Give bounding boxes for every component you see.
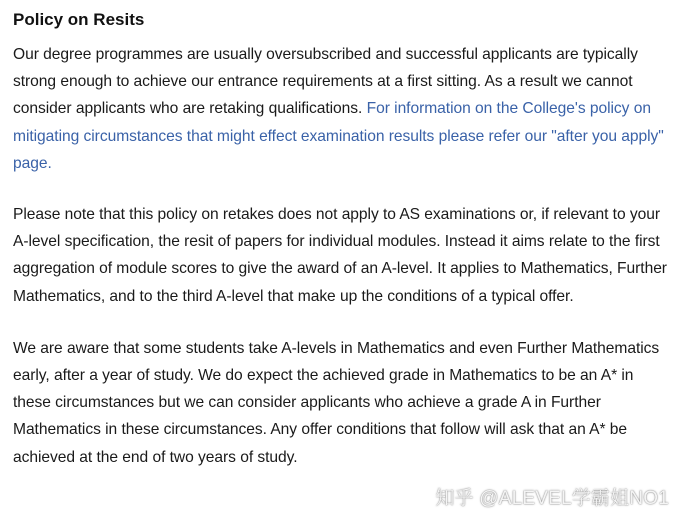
after-you-apply-link[interactable]: For information on the College's policy on mitigating circumstances that might effect examination results please refer our "after you apply" page.: [13, 100, 664, 172]
page-title: Policy on Resits: [13, 10, 145, 29]
paragraph-as-exceptions: Please note that this policy on retakes does not apply to AS examinations or, if relevant to your A-level specification, the resit of papers for individual modules. Instead it aims relate to the first aggregation of module scores to give the award of an A-level. It applies to Mathematics, Further Mathematics, and to the third A-level that make up the conditions of a typical offer.: [13, 206, 667, 305]
paragraph-early-mathematics: We are aware that some students take A-levels in Mathematics and even Further Mathematics early, after a year of study. We do expect the achieved grade in Mathematics to be an A* in these circumstances but we can consider applicants who achieve a grade A in Further Mathematics in these circumstances. Any offer conditions that follow will ask that an A* be achieved at the end of two years of study.: [13, 339, 660, 466]
zhihu-watermark: 知乎 @ALEVEL学霸姐NO1: [435, 488, 669, 509]
policy-document: [13, 0, 673, 471]
paragraph-resits-intro: [13, 41, 673, 177]
paragraph-text: Our degree programmes are usually oversubscribed and successful applicants are typically strong enough to achieve our entrance requirements at a first sitting. As a result we cannot consider applicants who are retaking qualifications.: [13, 46, 638, 118]
